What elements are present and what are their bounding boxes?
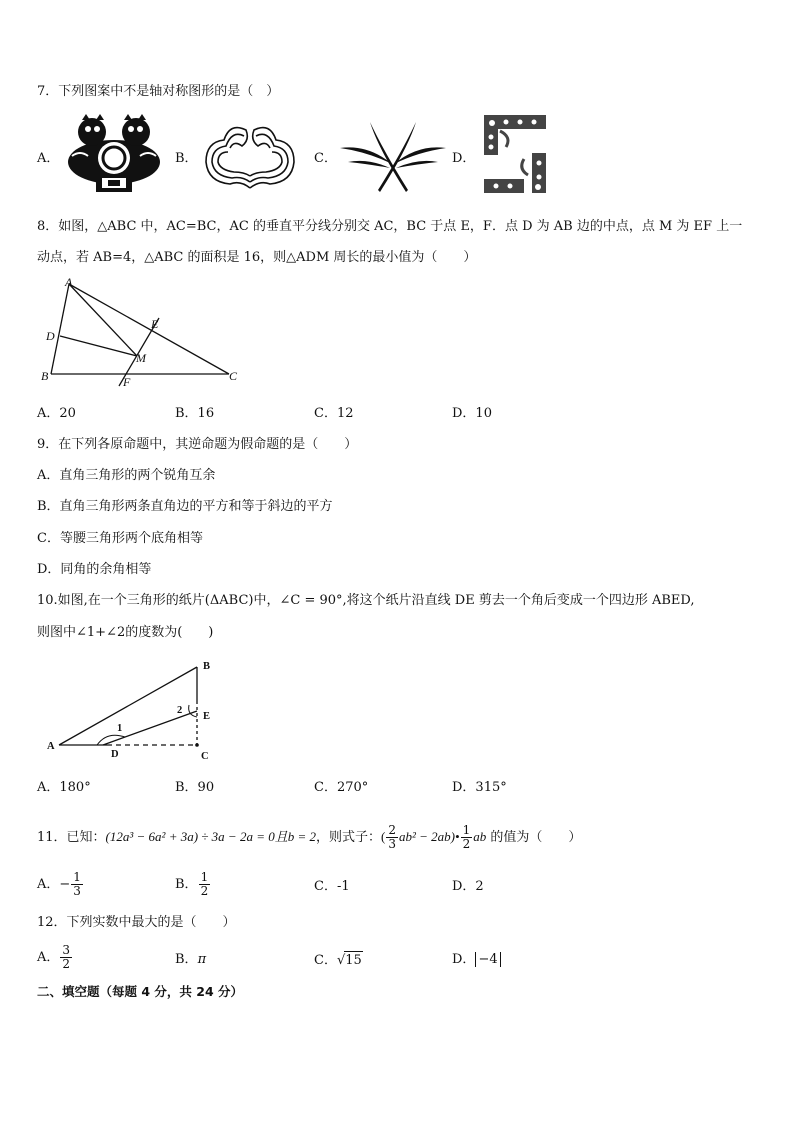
q8-stem-line1: 8．如图，△ABC 中，AC=BC，AC 的垂直平分线分别交 AC，BC 于点 E，F．点 D 为 AB 边的中点，点 M 为 EF 上一 [37,219,743,234]
q11-option-a: A．− $\frac{1}{3}$ [37,870,81,898]
tiger-pattern-icon [64,112,164,194]
q11-option-d: D．2 [452,879,484,894]
q8-option-a: A．20 [37,406,76,421]
q9-option-a: A．直角三角形的两个锐角互余 [37,468,216,483]
segment-am [69,284,137,356]
leaf-pattern-icon [338,118,448,198]
label-e: E [203,711,211,722]
label-f: F [123,375,131,389]
label-c: C [229,369,238,383]
q8-option-d: D．10 [452,406,492,421]
q8-option-b: B．16 [175,406,215,421]
segment-ac [69,284,229,374]
q10-option-d: D．315° [452,780,507,795]
q10-triangle-figure [37,655,227,763]
q11-option-b: B． $\frac{1}{2}$ [175,870,209,898]
q9-option-d: D．同角的余角相等 [37,562,152,577]
cloud-pattern-icon [200,118,300,196]
q11-expression-1: (12a³ − 6a² + 3a) ÷ 3a − 2a = 0且b = 2 [105,829,316,844]
q11-fraction-two-thirds: $\frac{2}{3}$ [388,823,396,851]
q8-option-c: C．12 [314,406,354,421]
label-c: C [201,751,209,762]
label-m: M [136,351,146,365]
q7-option-d-label: D． [452,151,476,166]
q9-option-b: B．直角三角形两条直角边的平方和等于斜边的平方 [37,499,333,514]
label-d: D [111,749,119,760]
q11-option-c: C．-1 [314,879,350,894]
q9-option-c: C．等腰三角形两个底角相等 [37,531,203,546]
label-a: A [65,275,73,289]
q10-option-a: A．180° [37,780,91,795]
label-a: A [47,741,55,752]
q7-option-a-label: A． [37,151,60,166]
q7-option-c-label: C． [314,151,337,166]
angle-1-arc [97,735,125,745]
label-angle-2: 2 [177,705,183,716]
q12-option-a: A． $\frac{3}{2}$ [37,943,71,971]
q10-option-b: B．90 [175,780,215,795]
section-2-heading: 二、填空题（每题 4 分，共 24 分） [37,984,244,999]
label-e: E [151,317,159,331]
label-angle-1: 1 [117,723,123,734]
q9-stem: 9．在下列各原命题中，其逆命题为假命题的是（ ） [37,437,358,452]
corner-ornament-icon [482,113,548,195]
q11-stem: 11．已知：(12a³ − 6a² + 3a) ÷ 3a − 2a = 0且b = 2，则式子：( $\frac{2}{3}$ ab² − 2ab)• $\frac{1}{2}$ ab 的值为（ ） [37,823,582,851]
q12-option-d: D． −4 [452,951,501,969]
label-d: D [46,329,55,343]
segment-dm [60,336,137,356]
q10-stem-line1: 10.如图,在一个三角形的纸片(ΔABC)中，∠C = 90°,将这个纸片沿直线 DE 剪去一个角后变成一个四边形 ABED, [37,593,695,608]
q12-stem: 12．下列实数中最大的是（ ） [37,915,236,930]
q7-stem: 7．下列图案中不是轴对称图形的是（ ） [37,84,280,99]
q10-option-c: C．270° [314,780,369,795]
q12-option-c: C．√15 [314,953,362,968]
label-b: B [41,369,49,383]
label-b: B [203,661,211,672]
q7-option-b-label: B． [175,151,198,166]
q8-triangle-figure [37,272,247,390]
q8-stem-line2: 动点，若 AB=4，△ABC 的面积是 16，则△ADM 周长的最小值为（ ） [37,250,477,265]
q11-fraction-one-half: $\frac{1}{2}$ [462,823,471,851]
q10-stem-line2: 则图中∠1+∠2的度数为( ) [37,625,214,640]
q12-option-b: B．π [175,952,207,967]
